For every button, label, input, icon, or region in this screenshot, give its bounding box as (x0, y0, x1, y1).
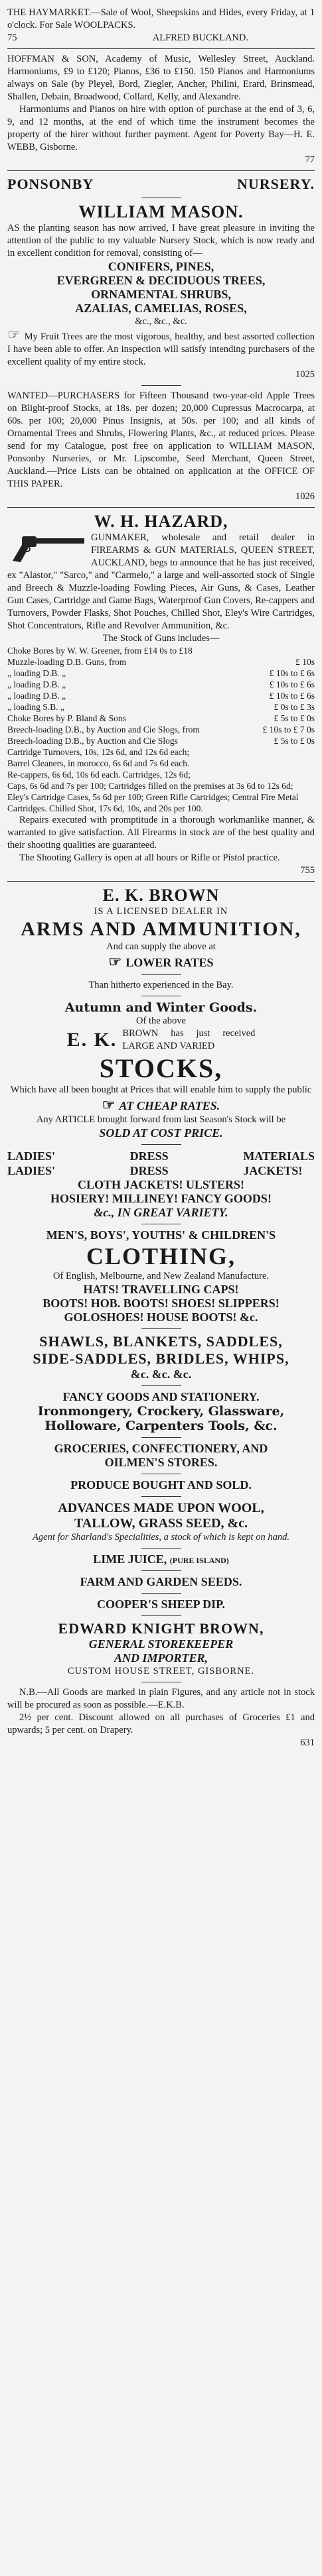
price-row (7, 769, 315, 780)
hazard-repairs: Repairs executed with promptitude in a thorough workmanlike manner, & warranted to give satisfaction. All Firearms in stock are of the best quality and their shooting qualities are guaranteed. (7, 815, 315, 850)
brown-cheap-rates (7, 1096, 315, 1114)
brown-oilmen: OILMEN'S STORES. (104, 1456, 218, 1469)
brown-ek: E. K. (66, 1029, 118, 1051)
divider (141, 1593, 181, 1594)
brown-cheap-text: AT CHEAP RATES. (119, 1099, 220, 1112)
brown-season: Autumn and Winter Goods. (64, 1000, 258, 1015)
ponsonby-list-1: CONIFERS, PINES, (108, 260, 214, 273)
price-item: Choke Bores by W. W. Greener, from £14 0s to £18 (7, 646, 193, 656)
ponsonby-intro: AS the planting season has now arrived, I have great pleasure in inviting the attention of the public to my valuable Nursery Stock, which is now ready and in excellent condition for removal, consisting of— (7, 223, 315, 259)
brown-ladies-block (7, 1149, 315, 1178)
dress-1: DRESS (129, 1149, 169, 1163)
ponsonby-ad (7, 175, 315, 503)
divider (7, 170, 315, 171)
brown-dress-col (130, 1149, 169, 1178)
brown-any-article: Any ARTICLE brought forward from last Season's Stock will be (36, 1114, 286, 1125)
newspaper-column (7, 0, 315, 1749)
ladies-1: LADIES' (7, 1149, 56, 1163)
brown-variety: &c., IN GREAT VARIETY. (94, 1206, 228, 1219)
divider (141, 385, 181, 386)
divider (7, 48, 315, 49)
brown-stocks: STOCKS, (99, 1053, 223, 1083)
brown-clothing: CLOTHING, (86, 1243, 236, 1269)
price-item: „ loading D.B. „ (7, 691, 66, 701)
brown-ad (7, 886, 315, 1749)
brown-discount: 2½ per cent. Discount allowed on all purchases of Groceries £1 and upwards; 5 per cent. on Drapery. (7, 1712, 315, 1735)
brown-etc: &c. &c. &c. (130, 1368, 192, 1381)
brown-hollow: Holloware, Carpenters Tools, &c. (44, 1419, 278, 1433)
hazard-ad (7, 512, 315, 877)
pointing-hand-icon: ☞ (108, 953, 122, 970)
dress-2: DRESS (129, 1164, 169, 1177)
price-row (7, 645, 315, 656)
price-item: Cartridge Turnovers, 10s, 12s 6d, and 12s 6d each; (7, 747, 190, 757)
ponsonby-list-2: EVERGREEN & DECIDUOUS TREES, (56, 274, 266, 287)
brown-materials-col (243, 1149, 315, 1178)
haymarket-name: ALFRED BUCKLAND. (152, 32, 248, 43)
ponsonby-right: NURSERY. (236, 176, 315, 192)
divider (141, 1437, 181, 1438)
hazard-gallery: The Shooting Gallery is open at all hours or Rifle or Pistol practice. (19, 852, 280, 863)
brown-arms: ARMS AND AMMUNITION, (21, 918, 301, 940)
divider (141, 974, 181, 975)
brown-bought: Which have all been bought at Prices that will enable him to supply the public (10, 1084, 312, 1095)
brown-supply: And can supply the above at (106, 941, 216, 952)
price-value: £ 10s to £ 6s (269, 679, 315, 689)
brown-lower-text: LOWER RATES (125, 956, 214, 969)
divider (141, 1144, 181, 1145)
brown-mens: MEN'S, BOYS', YOUTHS' & CHILDREN'S (46, 1228, 276, 1242)
hoffman-text-2: Harmoniums and Pianos on hire with option of purchase at the end of 3, 6, 9, and 12 months, at the end of which time the instrument becomes the property of the hirer without further payment. Agent for Poverty Bay—H. E. WEBB, Gisborne. (7, 104, 315, 152)
price-value: £ 5s to £ 0s (274, 713, 315, 723)
ponsonby-number: 1025 (295, 369, 315, 380)
price-value (242, 645, 315, 656)
price-row (7, 758, 315, 769)
brown-of-english: Of English, Melbourne, and New Zealand Manufacture. (53, 1271, 269, 1281)
price-row (7, 656, 315, 668)
brown-farm: FARM AND GARDEN SEEDS. (80, 1575, 242, 1588)
price-value: £ 0s to £ 3s (274, 702, 315, 712)
brown-received: BROWN has just received LARGE AND VARIED (122, 1028, 256, 1051)
brown-cloth: CLOTH JACKETS! ULSTERS! (77, 1178, 245, 1191)
brown-produce: PRODUCE BOUGHT AND SOLD. (70, 1478, 252, 1492)
brown-groceries: GROCERIES, CONFECTIONERY, AND (54, 1442, 268, 1455)
brown-lower-rates (7, 953, 315, 970)
divider (141, 1328, 181, 1329)
hazard-price-table (7, 645, 315, 814)
ladies-2: LADIES' (7, 1164, 56, 1177)
brown-received-block (7, 1027, 315, 1053)
brown-licensed: IS A LICENSED DEALER IN (94, 906, 228, 917)
brown-goloshes: GOLOSHOES! HOUSE BOOTS! &c. (64, 1311, 258, 1324)
ponsonby-list-4: AZALIAS, CAMELIAS, ROSES, (75, 302, 247, 315)
price-row (7, 735, 315, 746)
divider (141, 1496, 181, 1497)
brown-edward: EDWARD KNIGHT BROWN, (58, 1620, 264, 1637)
price-value: £ 10s to £ 6s (269, 691, 315, 701)
hazard-number: 755 (300, 865, 315, 876)
price-item: Breech-loading D.B., by Auction and Cie Slogs, from (7, 725, 200, 734)
price-row (7, 746, 315, 758)
divider (141, 1385, 181, 1386)
price-item: Re-cappers, 6s 6d, 10s 6d each. Cartridges, 12s 6d; (7, 770, 191, 780)
divider (7, 881, 315, 882)
divider (141, 1548, 181, 1549)
brown-advances: ADVANCES MADE UPON WOOL, (58, 1501, 264, 1515)
price-row (7, 780, 315, 814)
ponsonby-heading (7, 175, 315, 194)
haymarket-number: 75 (7, 32, 17, 43)
price-row (7, 679, 315, 690)
brown-iron: Ironmongery, Crockery, Glassware, (37, 1404, 285, 1419)
brown-boots: BOOTS! HOB. BOOTS! SHOES! SLIPPERS! (42, 1297, 280, 1310)
price-value: £ 5s to £ 0s (274, 736, 315, 746)
hoffman-ad (7, 53, 315, 166)
brown-ladies-col (7, 1149, 55, 1178)
haymarket-footer (7, 32, 315, 44)
price-value: £ 10s to £ 7 0s (262, 725, 315, 734)
ponsonby-list-5: &c., &c., &c. (135, 316, 187, 327)
ponsonby-name: WILLIAM MASON. (78, 202, 244, 221)
price-item: „ loading D.B. „ (7, 679, 66, 689)
price-item: Choke Bores by P. Bland & Sons (7, 713, 126, 723)
pointing-hand-icon: ☞ (7, 326, 21, 343)
price-row (7, 701, 315, 713)
brown-hosiery: HOSIERY! MILLINEY! FANCY GOODS! (50, 1192, 272, 1205)
divider (141, 1570, 181, 1571)
brown-importer: AND IMPORTER, (114, 1651, 208, 1665)
divider (141, 1615, 181, 1616)
haymarket-text: THE HAYMARKET.—Sale of Wool, Sheepskins and Hides, every Friday, at 1 o'clock. For Sale WOOLPACKS. (7, 7, 315, 30)
price-item: Muzzle-loading D.B. Guns, from (7, 657, 127, 667)
price-value: £ 10s to £ 6s (269, 668, 315, 678)
brown-tallow: TALLOW, GRASS SEED, &c. (74, 1516, 248, 1531)
price-row (7, 668, 315, 679)
price-item: „ loading S.B. „ (7, 702, 64, 712)
price-item: Caps, 6s 6d and 7s per 100; Cartridges filled on the premises at 3s 6d to 12s 6d; Eley's Cartridge Cases, 5s 6d per 100; Green Rifle Cartridges; Central Fire Metal Cartridges. Chilled Shot, 17s 6d, 10s, and 20s per 100. (7, 781, 299, 813)
jackets: JACKETS! (243, 1164, 303, 1177)
brown-number: 631 (300, 1737, 315, 1748)
pointing-hand-icon: ☞ (102, 1096, 116, 1113)
brown-lime (7, 1552, 315, 1566)
ponsonby-number-2: 1026 (295, 491, 315, 502)
revolver-icon (7, 533, 87, 563)
ponsonby-left: PONSONBY (7, 176, 94, 192)
divider (7, 507, 315, 508)
brown-cooper: COOPER'S SHEEP DIP. (97, 1598, 225, 1611)
brown-name: E. K. BROWN (102, 886, 220, 905)
ponsonby-fruit-text: My Fruit Trees are the most vigorous, healthy, and best assorted collection I have been able to offer. An inspection will satisfy intending purchasers of the excellent quality of my entire stock. (7, 331, 315, 367)
hazard-intro: GUNMAKER, wholesale and retail dealer in FIREARMS & GUN MATERIALS, QUEEN STREET, AUCKLAND, begs to announce that he has just received, ex "Alastor," "Sarco," and "Carmelo," a large and well-assorted stock of Single and Breech & Muzzle-loading Fowling Pieces, Air Guns, & Cases, Leather Gun Cases, Cartridge and Game Bags, Waterproof Gun Covers, Re-cappers and Turnovers, Powder Flasks, Shot Pouches, Chilled Shot, Eley's Wire Cartridges, Shot Concentrators, Rifle and Revolver Ammunition, &c. (7, 532, 315, 631)
lime-text: LIME JUICE, (93, 1552, 167, 1566)
price-item: Breech-loading D.B., by Auction and Cie Slogs (7, 736, 178, 746)
materials: MATERIALS (243, 1149, 315, 1163)
brown-side-saddles: SIDE-SADDLES, BRIDLES, WHIPS, (33, 1350, 289, 1367)
brown-hats: HATS! TRAVELLING CAPS! (83, 1283, 239, 1296)
ponsonby-list-3: ORNAMENTAL SHRUBS, (91, 288, 231, 301)
hoffman-text: HOFFMAN & SON, Academy of Music, Wellesley Street, Auckland. Harmoniums, £9 to £120; Pianos, £36 to £150. 150 Pianos and Harmoniums always on Sale (by Pleyel, Bord, Ziegler, Ancher, Philini, Erard, Brinsmead, Shallen, Debain, Broadwood, Collard, Kelly, and Alexandre. (7, 54, 315, 102)
hazard-name: W. H. HAZARD, (94, 512, 228, 531)
brown-fancy: FANCY GOODS AND STATIONERY. (62, 1390, 260, 1403)
brown-sold: SOLD AT COST PRICE. (99, 1126, 223, 1140)
lime-small: (PURE ISLAND) (169, 1556, 229, 1565)
ponsonby-fruit (7, 328, 315, 369)
hoffman-number: 77 (305, 154, 315, 165)
brown-sharland: Agent for Sharland's Specialities, a stock of which is kept on hand. (33, 1532, 289, 1543)
price-item: Barrel Cleaners, in morocco, 6s 6d and 7s 6d each. (7, 758, 190, 768)
brown-custom: CUSTOM HOUSE STREET, GISBORNE. (67, 1666, 255, 1676)
price-row (7, 724, 315, 735)
brown-shawls: SHAWLS, BLANKETS, SADDLES, (39, 1333, 283, 1350)
brown-of-above: Of the above (136, 1016, 186, 1026)
ponsonby-wanted: WANTED—PURCHASERS for Fifteen Thousand two-year-old Apple Trees on Blight-proof Stocks, at 18s. per dozen; 20,000 Cupressus Macrocarpa, at 60s. per 100; 20,000 Pinus Insignis, at 50s. per 100; and all kinds of Ornamental Trees and Shrubs, Flowering Plants, &c., at reduced prices. Please send for my Catalogue, post free on application to WILLIAM MASON, Ponsonby Nurseries, or Mr. Lipscombe, Seed Merchant, Queen Street, Auckland.—Price Lists can be obtained on application at the OFFICE OF THIS PAPER. (7, 390, 315, 489)
price-row (7, 713, 315, 724)
hazard-stock-head: The Stock of Guns includes— (102, 633, 220, 644)
price-value: £ 10s (295, 657, 315, 667)
brown-general: GENERAL STOREKEEPER (88, 1637, 234, 1651)
brown-than: Than hitherto experienced in the Bay. (88, 980, 234, 990)
price-item: „ loading D.B. „ (7, 668, 66, 678)
haymarket-ad (7, 7, 315, 44)
price-row (7, 690, 315, 701)
brown-nb: N.B.—All Goods are marked in plain Figures, and any article not in stock will be procured as soon as possible.—E.K.B. (7, 1687, 315, 1710)
